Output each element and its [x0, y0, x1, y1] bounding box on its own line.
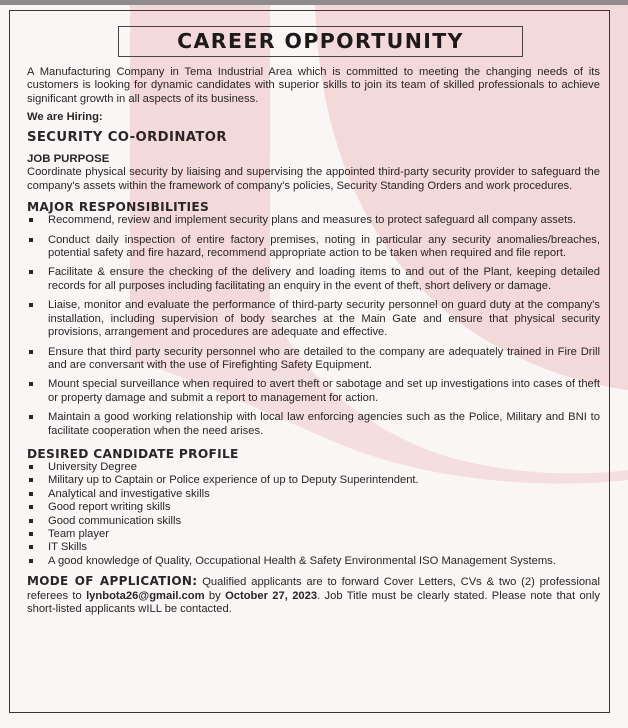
bullet-icon	[29, 238, 33, 242]
bullet-icon	[29, 492, 33, 496]
list-item: A good knowledge of Quality, Occupational Health & Safety Environmental ISO Management Systems.	[27, 555, 600, 568]
bullet-icon	[29, 505, 33, 509]
hiring-label: We are Hiring:	[27, 111, 103, 124]
list-item: Good report writing skills	[27, 501, 600, 514]
profile-list	[27, 461, 600, 568]
bullet-icon	[29, 218, 33, 222]
list-item: Recommend, review and implement security plans and measures to protect safeguard all company assets.	[27, 214, 600, 227]
responsibilities-list	[27, 214, 600, 438]
page-title: CAREER OPPORTUNITY	[118, 26, 523, 57]
application-deadline: October 27, 2023	[225, 589, 318, 602]
bullet-icon	[29, 478, 33, 482]
job-purpose-heading: JOB PURPOSE	[27, 153, 110, 166]
list-item: Team player	[27, 528, 600, 541]
list-item: Ensure that third party security personnel who are detailed to the company are adequately trained in Fire Drill and are conversant with the use of Firefighting Safety Equipment.	[27, 346, 600, 373]
bullet-icon	[29, 532, 33, 536]
list-item: University Degree	[27, 461, 600, 474]
intro-paragraph: A Manufacturing Company in Tema Industrial Area which is committed to meeting the changing needs of its customers is looking for dynamic candidates with superior skills to join its team of skilled professionals to achieve significant growth in all aspects of its business.	[27, 66, 600, 105]
job-advert	[27, 10, 600, 616]
bullet-icon	[29, 545, 33, 549]
list-item: Maintain a good working relationship with local law enforcing agencies such as the Police, Military and BNI to facilitate cooperation when the need arises.	[27, 411, 600, 438]
bullet-icon	[29, 303, 33, 307]
bullet-icon	[29, 350, 33, 354]
list-item: Conduct daily inspection of entire factory premises, noting in particular any security anomalies/breaches, potential safety and fire hazard, recommend appropriate action to be taken when required and file report.	[27, 234, 600, 261]
list-item: Facilitate & ensure the checking of the delivery and loading items to and out of the Plant, keeping detailed records for all purposes including facilitating an enquiry in the event of theft, short delivery or damage.	[27, 266, 600, 293]
list-item: Mount special surveillance when required to avert theft or sabotage and set up investigations into cases of theft or property damage and submit a report to management for action.	[27, 378, 600, 405]
list-item: Analytical and investigative skills	[27, 488, 600, 501]
bullet-icon	[29, 559, 33, 563]
list-item: Liaise, monitor and evaluate the performance of third-party security personnel on guard duty at the company's installation, including supervision of body searches at the Main Gate and ensure that physical security provisions, arrangement and procedures are adequate and effective.	[27, 299, 600, 339]
bullet-icon	[29, 270, 33, 274]
application-label: MODE OF APPLICATION:	[27, 574, 198, 589]
job-title: SECURITY CO-ORDINATOR	[27, 129, 227, 145]
profile-heading: DESIRED CANDIDATE PROFILE	[27, 446, 239, 461]
list-item: IT Skills	[27, 541, 600, 554]
responsibilities-heading: MAJOR RESPONSIBILITIES	[27, 200, 210, 215]
job-purpose-text: Coordinate physical security by liaising and supervising the appointed third-party security provider to safeguard the company's assets within the framework of company's policies, Security Standing Orders and work procedures.	[27, 166, 600, 192]
application-email-link[interactable]: lynbota26@gmail.com	[86, 589, 205, 602]
bullet-icon	[29, 415, 33, 419]
list-item: Military up to Captain or Police experience of up to Deputy Superintendent.	[27, 474, 600, 487]
application-paragraph: MODE OF APPLICATION: Qualified applicants are to forward Cover Letters, CVs & two (2) professional referees to lynbota26@gmail.com by October 27, 2023. Job Title must be clearly stated. Please note that only short-listed applicants wILL be contacted.	[27, 574, 600, 615]
bullet-icon	[29, 382, 33, 386]
list-item: Good communication skills	[27, 515, 600, 528]
bullet-icon	[29, 465, 33, 469]
bullet-icon	[29, 519, 33, 523]
